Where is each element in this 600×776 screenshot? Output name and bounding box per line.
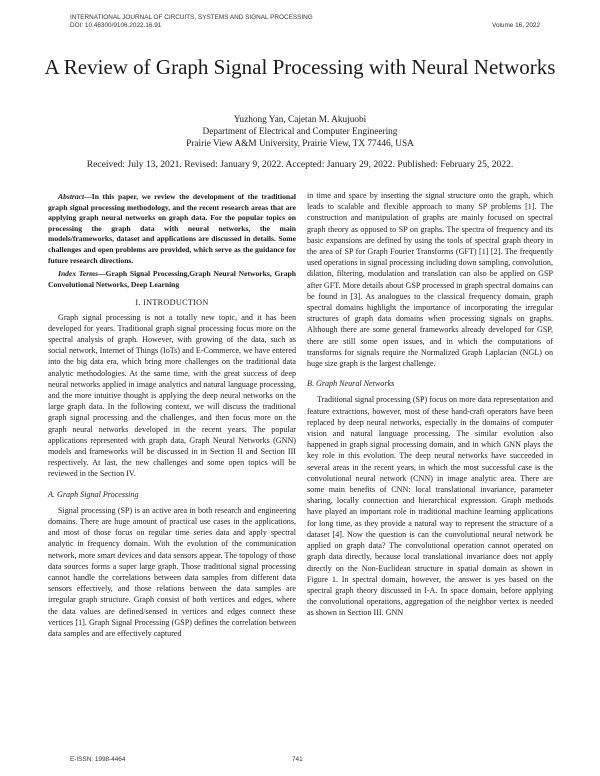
department: Department of Electrical and Computer Engineering (202, 127, 398, 137)
paper-title: A Review of Graph Signal Processing with Neural Networks (44, 55, 556, 79)
author-names: Yuzhong Yan, Cajetan M. Akujuobi (233, 115, 367, 125)
subsection-heading-gnn: B. Graph Neural Networks (307, 379, 395, 389)
subsection-heading-gsp: A. Graph Signal Processing (48, 489, 139, 499)
left-column (48, 192, 296, 639)
footer-issn: E-ISSN: 1998-4464 (70, 756, 126, 763)
abstract-text: —In this paper, we review the development of the traditional graph signal processing methodology, and the recent research areas that are applying graph neural networks on graph data. For the popular topics on processing the graph data with neural networks, the main models/frameworks, dataset and applications are discussed in details. Some challenges and open problems are provided, which serve as the guidance for future research directions. (48, 192, 296, 265)
gnn-paragraph: Traditional signal processing (SP) focus on more data representation and feature extractions, however, most of these hand-craft operators have been replaced by deep neural networks, especially in the domains of computer vision and natural language processing. The similar evolution also happened in graph signal processing domain, and in which GNN plays the key role in this evolution. The deep neural networks have succeeded in several areas in the recent years, in which the most successful case is the convolutional neural network (CNN) in image analytic area. There are some main benefits of CNN: local translational invariance, parameter sharing, locally connection and hierarchical expression. Graph methods have played an important role in traditional machine learning applications for long time, as they provide a natural way to represent the structure of a dataset [4]. Now the question is can the convolutional neural network be applied on graph data? The convolutional operation cannot operated on graph data directly, because local translational invariance does not apply directly on the Non-Euclidean structure in spatial domain as shown in Figure 1. In spectral domain, however, the answer is yes based on the spectral graph theory discussed in I-A. In space domain, before applying the convolutional operations, aggregation of the neighbor vertex is needed as shown in Section III. GNN (307, 395, 553, 618)
volume: Volume 16, 2022 (492, 22, 540, 29)
author-block (40, 114, 560, 150)
doi: DOI: 10.46300/9106.2022.16.91 (70, 22, 162, 29)
introduction-paragraph: Graph signal processing is not a totally new topic, and it has been developed for years. Traditional graph signal processing focus more on the spectral analysis of graph. However, with growing of the data, such as social network, Internet of Things (IoTs) and E-Commerce, we have entered into the big data era, which bring more challenges on the traditional data analytic methodologies. At the same time, with the great success of deep neural networks applied in image analytics and natural language processing, and the more intuitive thought is applying the deep neural networks on the large graph data. In the following context, we will discuss the traditional graph signal processing and the challenges, and then focus more on the graph neural networks developed in the recent years. The popular applications represented with graph data, Graph Neural Networks (GNN) models and frameworks will be discussed in in Section II and Section III respectively. At last, the new challenges and some open topics will be reviewed in the Section IV. (48, 312, 296, 479)
abstract-label: Abstract (58, 192, 85, 201)
running-header (70, 14, 540, 30)
affiliation: Prairie View A&M University, Prairie View, TX 77446, USA (186, 139, 414, 149)
right-column (307, 190, 553, 619)
index-terms-text: —Graph Signal Processing,Graph Neural Networks, Graph Convolutional Networks, Deep Learning (48, 269, 296, 289)
publication-dates: Received: July 13, 2021. Revised: January 9, 2022. Accepted: January 29, 2022. Published: February 25, 2022. (86, 159, 514, 170)
journal-name: INTERNATIONAL JOURNAL OF CIRCUITS, SYSTEMS AND SIGNAL PROCESSING (70, 14, 313, 21)
section-heading-introduction: I. INTRODUCTION (135, 298, 209, 308)
index-terms-label: Index Terms (58, 269, 99, 279)
page-number: 741 (292, 756, 303, 763)
abstract (48, 192, 296, 266)
gsp-paragraph: Signal processing (SP) is an active area in both research and engineering domains. There are huge amount of practical use cases in the applications, and most of those focus on regular time series data and apply spectral analytic in frequency domain. With the evolution of the communication network, more smart devices and data sensors appear. The topology of those data sources forms a super large graph. Those traditional signal processing cannot handle the correlations between data samples from different data sensors effectively, and those relations between the data samples are irregular graph structure. Graph consist of both vertices and edges, where the data values are defined/sensed in vertices and edges connect these vertices [1]. Graph Signal Processing (GSP) defines the correlation between data samples and are effectively captured (48, 505, 296, 639)
index-terms (48, 269, 296, 290)
gsp-paragraph-continuation: in time and space by inserting the signal structure onto the graph, which leads to scalable and flexible approach to many SP problems [1]. The construction and manipulation of graphs are mainly focused on spectral graph theory as opposed to SP on graphs. The spectra of frequency and its basic expansions are defined by using the tools of spectral graph theory in the area of SP for Graph Fourier Transforms (GFT) [1] [2]. The frequently used operations in signal processing including down sampling, convolution, dilation, filtering, modulation and translation can also be applied on GSP after GFT. More details about GSP processed in graph spectral domains can be found in [3]. As analogues to the classical frequency domain, graph spectral domains highlight the importance of incorporating the irregular structures of graph data domains when processing signals on graphs. Although there are some general frameworks already developed for GSP, there are still some open issues, and in which the computations of transforms for signals require the Normalized Graph Laplacian (NGL) on huge size graph is the largest challenge. (307, 191, 553, 369)
